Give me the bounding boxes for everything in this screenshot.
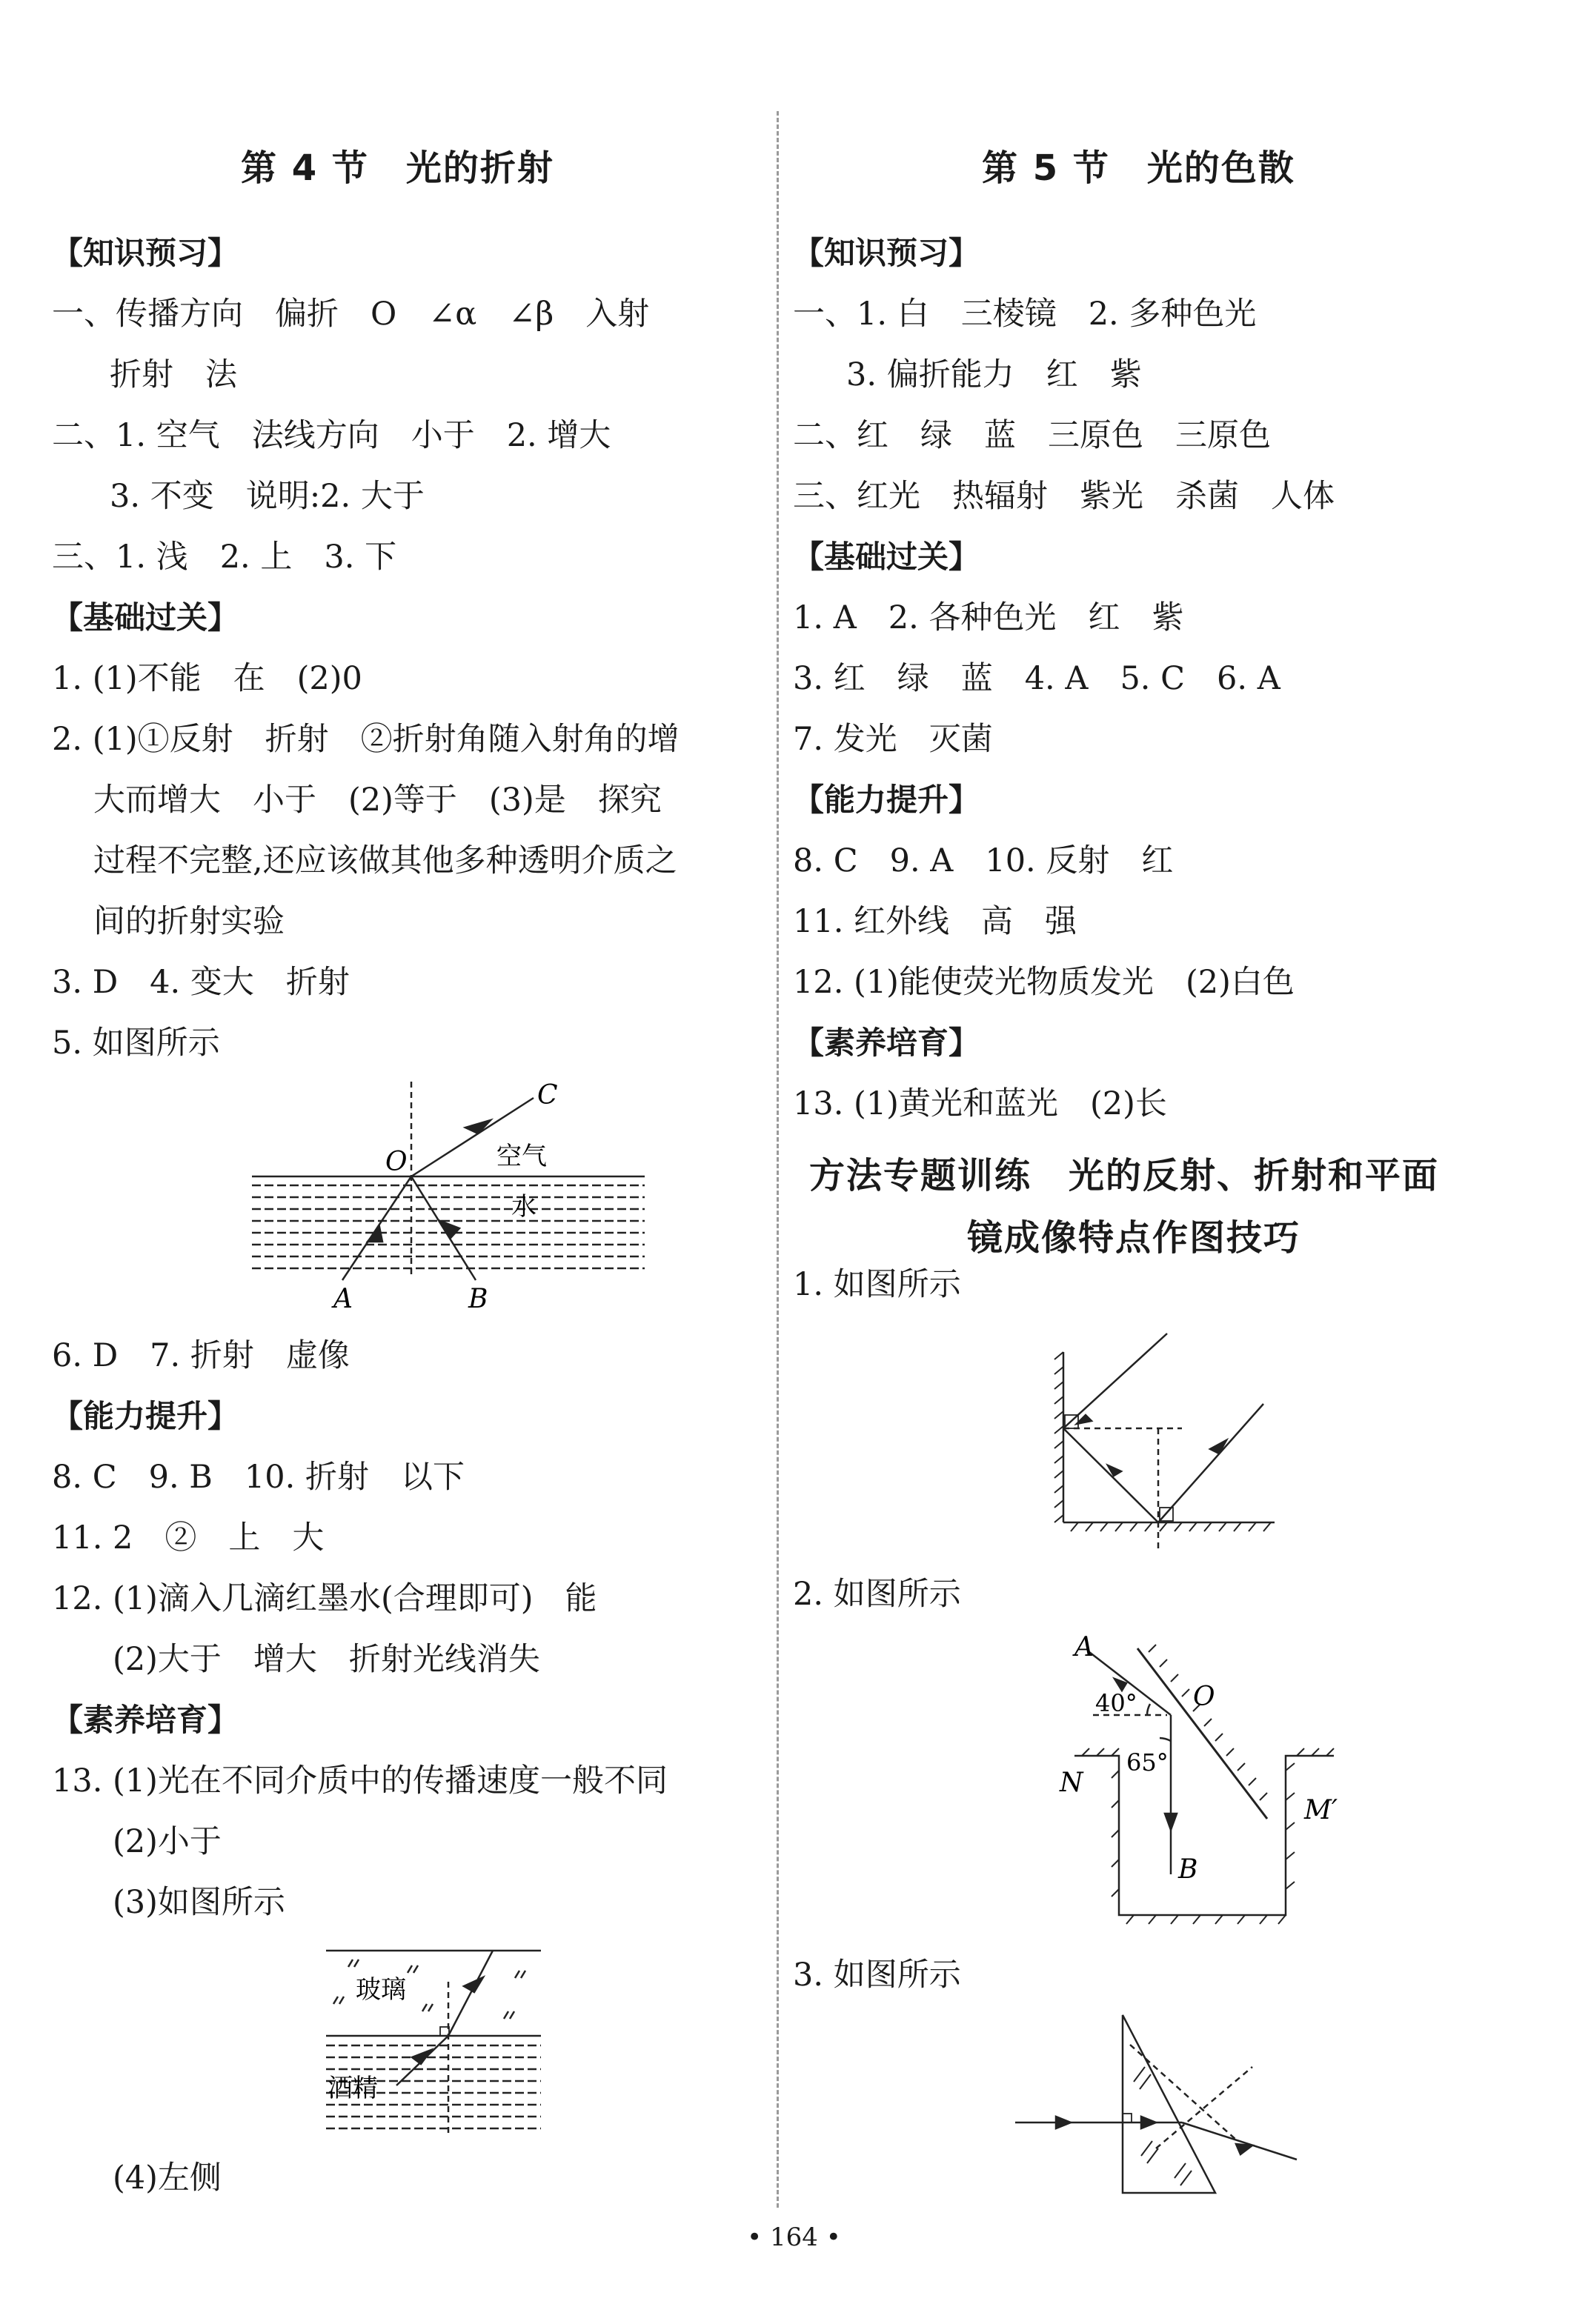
heading-knowledge-preview: 【知识预习】: [52, 235, 239, 271]
page-number-value: 164: [770, 2223, 818, 2252]
answer-line: 7. 发光 灭菌: [793, 721, 993, 758]
answer-line: 二、红 绿 蓝 三原色 三原色: [793, 417, 1271, 454]
answer-line: (2)小于: [113, 1823, 222, 1860]
figure-r1-corner-mirror-diagram: [1049, 1319, 1300, 1556]
section-title-4: 第 4 节 光的折射: [241, 147, 554, 189]
answer-line: (4)左侧: [113, 2160, 222, 2197]
page-number: • 164 •: [747, 2223, 841, 2252]
answer-line: 3. 如图所示: [793, 1957, 961, 1994]
label-water: 水: [511, 1192, 536, 1222]
heading-literacy: 【素养培育】: [52, 1702, 239, 1738]
label-angle-40: 40°: [1095, 1689, 1137, 1717]
label-M-prime: M′: [1304, 1795, 1338, 1825]
answer-line: 大而增大 小于 (2)等于 (3)是 探究: [93, 782, 662, 819]
label-B: B: [468, 1284, 488, 1314]
figure-r2-mirror-angle-diagram: [1045, 1622, 1363, 1934]
answer-line: 一、传播方向 偏折 O ∠α ∠β 入射: [52, 296, 650, 333]
answer-line: 1. A 2. 各种色光 红 紫: [793, 599, 1184, 636]
label-angle-65: 65°: [1126, 1748, 1169, 1777]
answer-line: 1. 如图所示: [793, 1266, 961, 1303]
label-O: O: [1193, 1682, 1215, 1712]
label-C: C: [537, 1082, 558, 1111]
heading-knowledge-preview: 【知识预习】: [793, 235, 980, 271]
figure-r3-prism-diagram: [1015, 2008, 1386, 2200]
heading-ability-up: 【能力提升】: [793, 782, 980, 818]
answer-line: 1. (1)不能 在 (2)0: [52, 660, 362, 697]
label-air: 空气: [496, 1142, 547, 1171]
answer-line: 13. (1)黄光和蓝光 (2)长: [793, 1085, 1167, 1122]
label-A: A: [333, 1284, 353, 1314]
method-topic-title-line2: 镜成像特点作图技巧: [967, 1217, 1301, 1259]
label-alcohol: 酒精: [328, 2074, 378, 2103]
heading-basic-check: 【基础过关】: [793, 539, 980, 575]
answer-line: 12. (1)滴入几滴红墨水(合理即可) 能: [52, 1580, 597, 1617]
answer-line: (3)如图所示: [113, 1884, 285, 1921]
label-N: N: [1060, 1768, 1083, 1798]
label-A: A: [1074, 1632, 1094, 1662]
answer-line: 11. 2 ② 上 大: [52, 1519, 325, 1556]
answer-line: 三、1. 浅 2. 上 3. 下: [52, 539, 397, 576]
answer-line: 3. 不变 说明:2. 大于: [110, 478, 425, 515]
answer-line: (2)大于 增大 折射光线消失: [113, 1641, 540, 1678]
answer-line: 13. (1)光在不同介质中的传播速度一般不同: [52, 1762, 668, 1799]
heading-basic-check: 【基础过关】: [52, 599, 239, 636]
section-title-5: 第 5 节 光的色散: [982, 147, 1295, 189]
answer-line: 11. 红外线 高 强: [793, 903, 1077, 940]
answer-line: 折射 法: [110, 356, 237, 393]
figure-13-glass-alcohol-diagram: [326, 1937, 563, 2152]
column-divider: [777, 111, 779, 2208]
answer-line: 2. (1)①反射 折射 ②折射角随入射角的增: [52, 721, 680, 758]
answer-line: 过程不完整,还应该做其他多种透明介质之: [93, 842, 677, 879]
figure-5-refraction-diagram: [252, 1082, 667, 1319]
label-glass: 玻璃: [356, 1975, 406, 2005]
method-topic-title-line1: 方法专题训练 光的反射、折射和平面: [809, 1155, 1440, 1196]
label-B: B: [1178, 1854, 1198, 1885]
answer-line: 间的折射实验: [93, 903, 285, 940]
answer-line: 6. D 7. 折射 虚像: [52, 1337, 350, 1374]
answer-line: 5. 如图所示: [52, 1025, 220, 1062]
answer-line: 3. 红 绿 蓝 4. A 5. C 6. A: [793, 660, 1280, 697]
answer-line: 3. D 4. 变大 折射: [52, 964, 350, 1001]
answer-line: 3. 偏折能力 红 紫: [846, 356, 1142, 393]
heading-ability-up: 【能力提升】: [52, 1398, 239, 1434]
answer-line: 三、红光 热辐射 紫光 杀菌 人体: [793, 478, 1335, 515]
label-O: O: [385, 1147, 408, 1177]
answer-line: 8. C 9. A 10. 反射 红: [793, 842, 1174, 879]
answer-line: 8. C 9. B 10. 折射 以下: [52, 1459, 465, 1496]
answer-line: 2. 如图所示: [793, 1576, 961, 1613]
answer-line: 一、1. 白 三棱镜 2. 多种色光: [793, 296, 1257, 333]
heading-literacy: 【素养培育】: [793, 1025, 980, 1061]
answer-line: 12. (1)能使荧光物质发光 (2)白色: [793, 964, 1295, 1001]
answer-line: 二、1. 空气 法线方向 小于 2. 增大: [52, 417, 611, 454]
